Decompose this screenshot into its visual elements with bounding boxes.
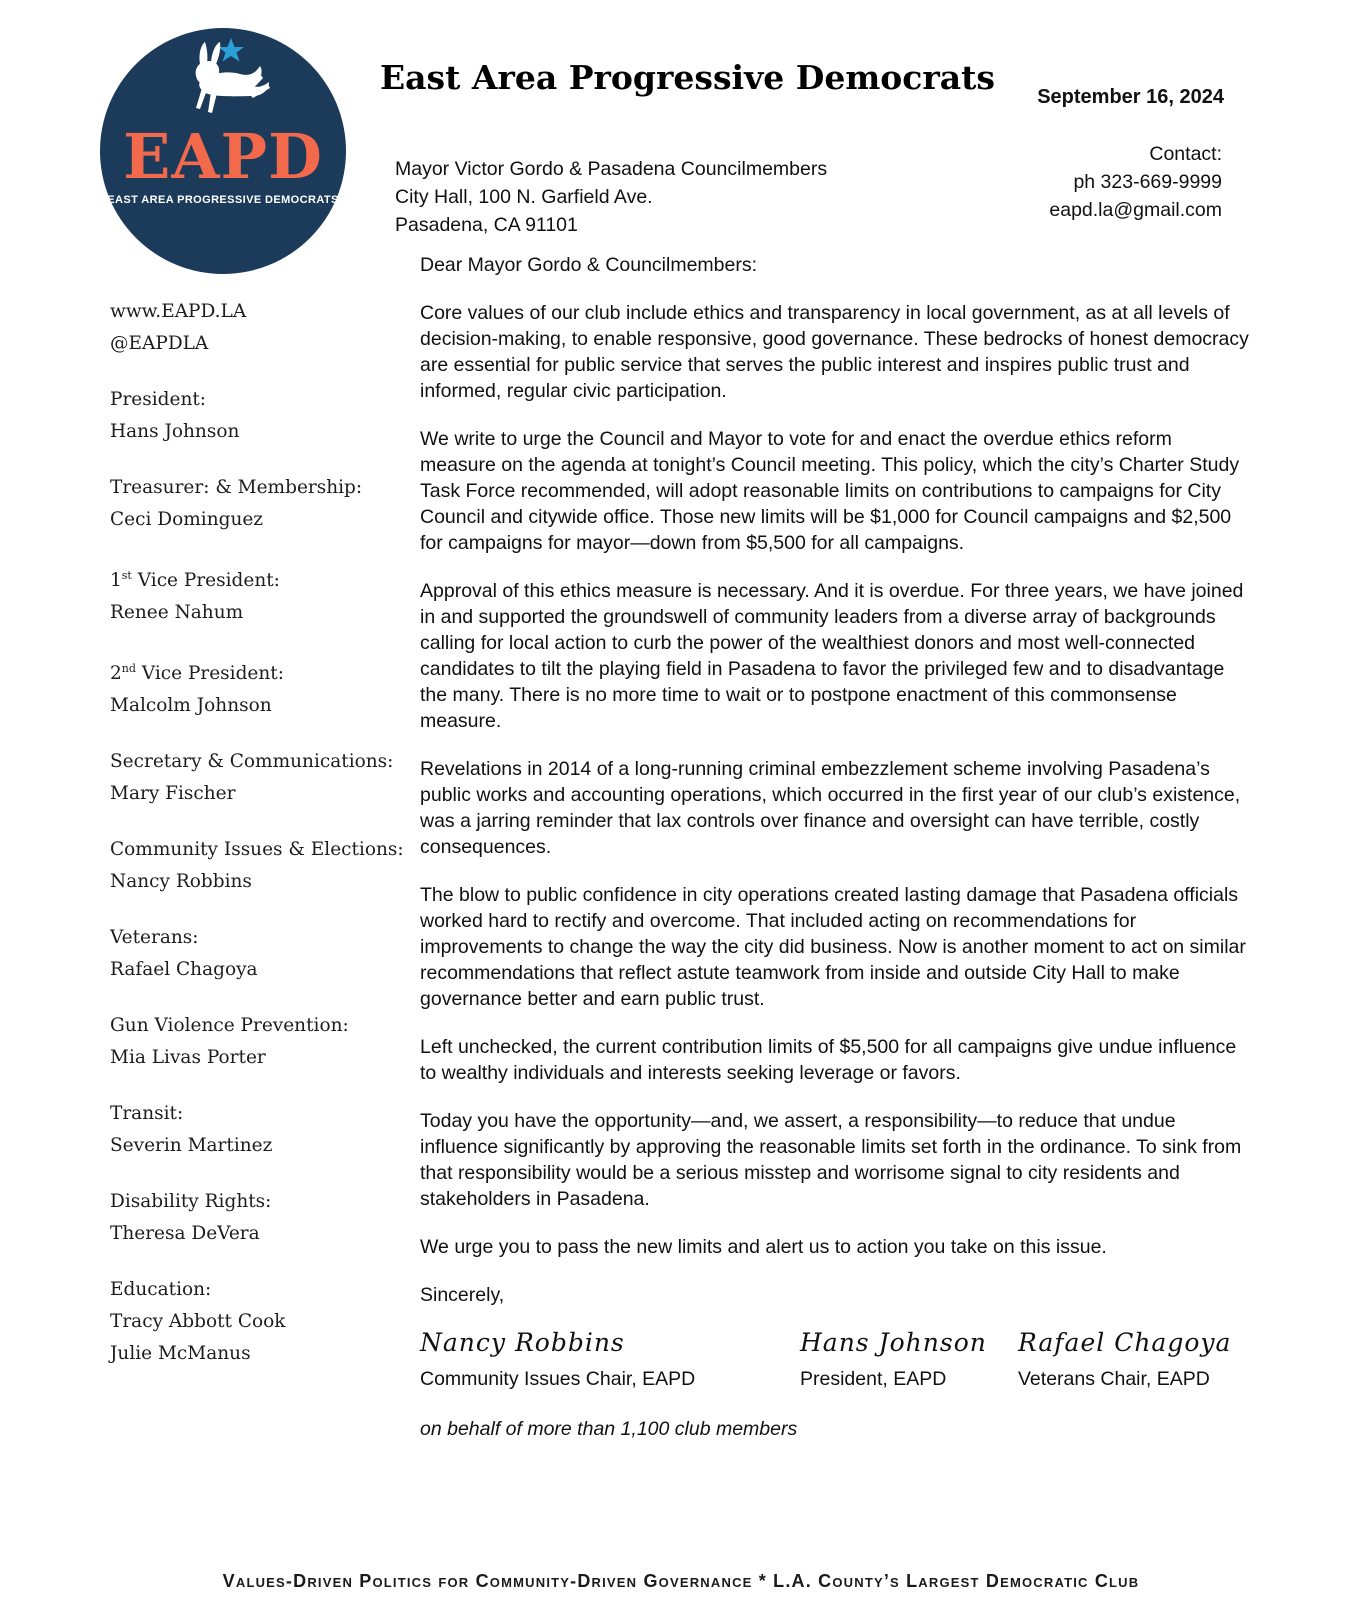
officer-title: Community Issues & Elections: bbox=[110, 839, 404, 861]
signature-title: President, EAPD bbox=[800, 1368, 947, 1390]
letter-paragraph: We urge you to pass the new limits and alert us to action you take on this issue. bbox=[420, 1236, 1107, 1258]
recipient-line: City Hall, 100 N. Garfield Ave. bbox=[395, 186, 653, 208]
signature-name: Nancy Robbins bbox=[420, 1328, 625, 1357]
officer-group bbox=[110, 1098, 410, 1162]
signature-block bbox=[420, 1330, 800, 1392]
officer-name: Nancy Robbins bbox=[110, 871, 252, 893]
officer-group bbox=[110, 1010, 410, 1074]
social-handle: @EAPDLA bbox=[110, 333, 209, 354]
contact-block bbox=[1049, 140, 1222, 224]
officer-group bbox=[110, 834, 410, 898]
contact-phone: ph 323-669-9999 bbox=[1073, 171, 1222, 193]
officer-group bbox=[110, 922, 410, 986]
web-social-group bbox=[110, 296, 410, 360]
org-title: East Area Progressive Democrats bbox=[380, 58, 995, 97]
letter-paragraph: We write to urge the Council and Mayor to vote for and enact the overdue ethics reform measure on the agenda at tonight’s Council meeting. This policy, which the city’s Charter Study Task Force recommended, will adopt reasonable limits on contributions to campaigns for City Council and citywide office. Those new limits will be $1,000 for Council campaigns and $2,500 for campaigns for mayor—down from $5,500 for all campaigns. bbox=[420, 428, 1240, 554]
officer-group bbox=[110, 472, 410, 536]
signature-name: Hans Johnson bbox=[800, 1328, 987, 1357]
letter-paragraph: Left unchecked, the current contribution limits of $5,500 for all campaigns give undue influence to wealthy individuals and interests seeking leverage or favors. bbox=[420, 1036, 1237, 1084]
officer-title: Veterans: bbox=[110, 927, 199, 949]
officer-title: Education: bbox=[110, 1279, 212, 1301]
officers-sidebar bbox=[110, 296, 410, 1394]
logo-tagline: EAST AREA PROGRESSIVE DEMOCRATS bbox=[107, 194, 339, 206]
officer-group bbox=[110, 746, 410, 810]
officer-name: Malcolm Johnson bbox=[110, 695, 272, 717]
officer-group bbox=[110, 653, 410, 722]
officer-name: Ceci Dominguez bbox=[110, 509, 264, 530]
officer-name: Renee Nahum bbox=[110, 602, 244, 624]
officer-group bbox=[110, 1186, 410, 1250]
star-icon bbox=[218, 38, 244, 62]
letter-date: September 16, 2024 bbox=[1037, 86, 1224, 108]
behalf-line: on behalf of more than 1,100 club members bbox=[420, 1418, 798, 1440]
officer-group bbox=[110, 560, 410, 629]
website-url: www.EAPD.LA bbox=[110, 301, 247, 322]
officer-list bbox=[110, 384, 410, 1370]
officer-title: 2nd Vice President: bbox=[110, 662, 284, 685]
officer-group bbox=[110, 384, 410, 448]
salutation: Dear Mayor Gordo & Councilmembers: bbox=[420, 254, 758, 276]
officer-title: Secretary & Communications: bbox=[110, 751, 394, 773]
signature-name: Rafael Chagoya bbox=[1018, 1328, 1232, 1357]
recipient-line: Pasadena, CA 91101 bbox=[395, 214, 578, 236]
officer-title: President: bbox=[110, 389, 207, 410]
recipient-address bbox=[395, 155, 827, 239]
officer-title: Transit: bbox=[110, 1103, 184, 1125]
officer-title: Treasurer: & Membership: bbox=[110, 477, 363, 498]
signature-title: Community Issues Chair, EAPD bbox=[420, 1368, 696, 1390]
footer-motto: Values-Driven Politics for Community-Driven Governance * L.A. County’s Largest Democratic Club bbox=[222, 1571, 1140, 1591]
officer-title: 1st Vice President: bbox=[110, 569, 280, 592]
letter-paragraph: Revelations in 2014 of a long-running criminal embezzlement scheme involving Pasadena’s public works and accounting operations, which occurred in the first year of our club’s existence, was a jarring reminder that lax controls over finance and oversight can have terrible, costly consequences. bbox=[420, 758, 1241, 858]
letter-paragraph: The blow to public confidence in city operations created lasting damage that Pasadena officials worked hard to rectify and overcome. That included acting on recommendations for improvements to change the way the city did business. Now is another moment to act on similar recommendations that reflect astute teamwork from inside and outside City Hall to make governance better and earn public trust. bbox=[420, 884, 1246, 1010]
officer-name: Mary Fischer bbox=[110, 783, 236, 805]
signature-row bbox=[420, 1330, 1250, 1392]
officer-name: Theresa DeVera bbox=[110, 1223, 260, 1245]
letter-body bbox=[420, 252, 1250, 1442]
officer-group bbox=[110, 1274, 410, 1370]
donkey-star-icon bbox=[148, 36, 298, 132]
logo-acronym: EAPD bbox=[123, 120, 323, 193]
eapd-logo bbox=[100, 28, 346, 274]
officer-name: Tracy Abbott Cook bbox=[110, 1311, 286, 1333]
recipient-line: Mayor Victor Gordo & Pasadena Councilmembers bbox=[395, 158, 828, 180]
contact-email: eapd.la@gmail.com bbox=[1049, 199, 1222, 221]
officer-name: Hans Johnson bbox=[110, 421, 240, 442]
signature-block bbox=[800, 1330, 1018, 1392]
officer-title: Disability Rights: bbox=[110, 1191, 272, 1213]
letter-paragraph: Today you have the opportunity—and, we assert, a responsibility—to reduce that undue influence significantly by approving the reasonable limits set forth in the ordinance. To sink from that responsibility would be a serious misstep and worrisome signal to city residents and stakeholders in Pasadena. bbox=[420, 1110, 1242, 1210]
signature-title: Veterans Chair, EAPD bbox=[1018, 1368, 1210, 1390]
letter-paragraph: Approval of this ethics measure is necessary. And it is overdue. For three years, we have joined in and supported the groundswell of community leaders from a diverse array of backgrounds calling for local action to curb the power of the wealthiest donors and most well-connected candidates to tilt the playing field in Pasadena to favor the privileged few and to disadvantage the many. There is no more time to wait or to postpone enactment of this commonsense measure. bbox=[420, 580, 1244, 732]
letter-paragraphs bbox=[420, 300, 1250, 1260]
closing: Sincerely, bbox=[420, 1284, 505, 1306]
officer-name: Julie McManus bbox=[110, 1343, 251, 1365]
officer-title: Gun Violence Prevention: bbox=[110, 1015, 349, 1037]
officer-name: Rafael Chagoya bbox=[110, 959, 258, 981]
contact-label: Contact: bbox=[1149, 143, 1222, 165]
signature-block bbox=[1018, 1330, 1250, 1392]
letter-paragraph: Core values of our club include ethics and transparency in local government, as at all levels of decision-making, to enable responsive, good governance. These bedrocks of honest democracy are essential for public service that serves the public interest and inspires public trust and informed, regular civic participation. bbox=[420, 302, 1249, 402]
officer-name: Severin Martinez bbox=[110, 1135, 273, 1157]
officer-name: Mia Livas Porter bbox=[110, 1047, 266, 1069]
